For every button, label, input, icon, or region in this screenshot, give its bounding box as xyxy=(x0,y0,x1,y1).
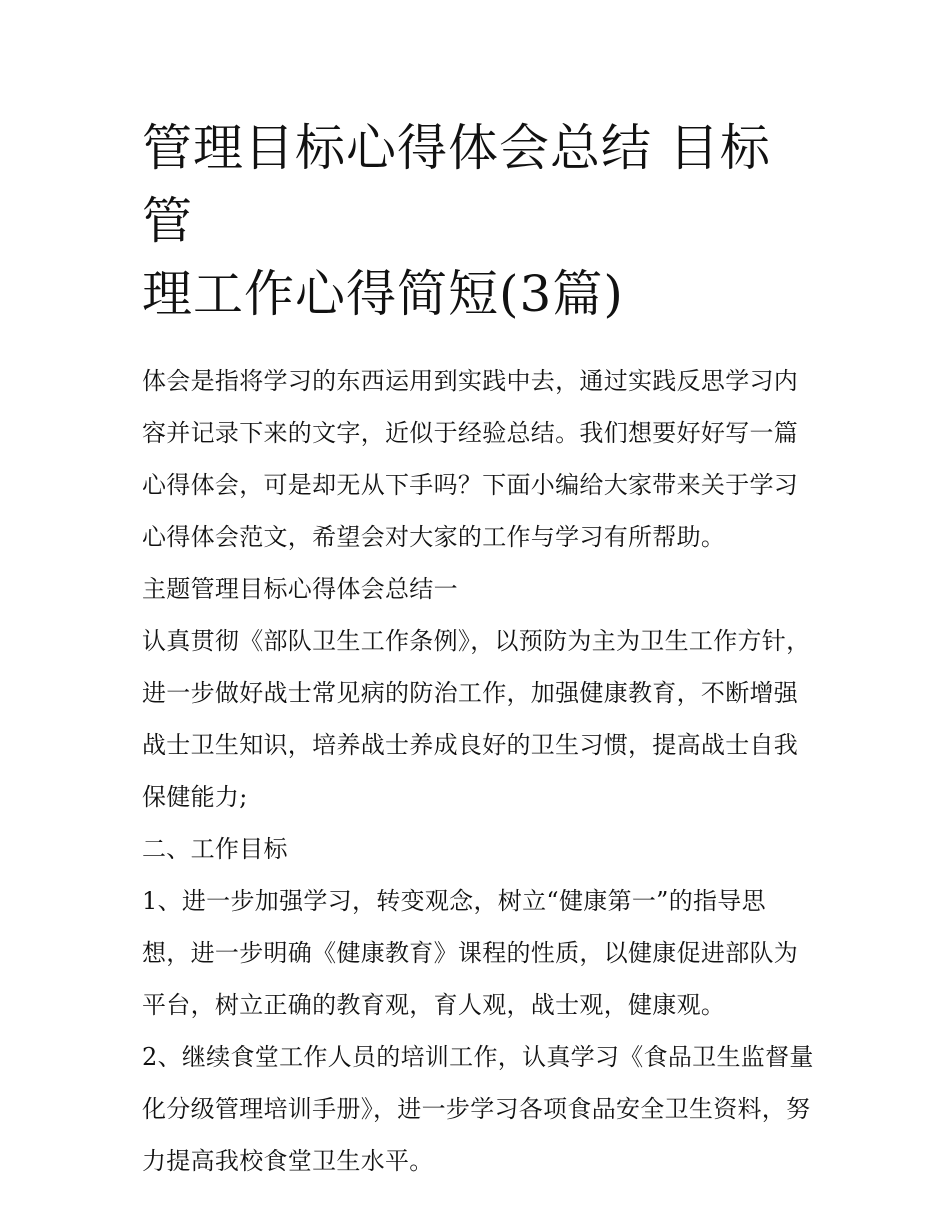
document-page xyxy=(142,112,814,1187)
body-paragraph: 认真贯彻《部队卫生工作条例》，以预防为主为卫生工作方针，进一步做好战士常见病的防治工作，加强健康教育，不断增强战士卫生知识，培养战士养成良好的卫生习惯，提高战士自我保健能力; xyxy=(142,627,811,811)
section-heading-topic: 主题管理目标心得体会总结一 xyxy=(142,575,458,603)
section-heading-goals: 二、工作目标 xyxy=(142,835,288,863)
goal-item-2: 2、继续食堂工作人员的培训工作，认真学习《食品卫生监督量化分级管理培训手册》，进一步学习各项食品安全卫生资料，努力提高我校食堂卫生水平。 xyxy=(142,1043,814,1175)
intro-paragraph: 体会是指将学习的东西运用到实践中去，通过实践反思学习内容并记录下来的文字，近似于经验总结。我们想要好好写一篇心得体会，可是却无从下手吗？下面小编给大家带来关于学习心得体会范文，希望会对大家的工作与学习有所帮助。 xyxy=(142,367,799,551)
goal-item-1: 1、进一步加强学习，转变观念，树立“健康第一”的指导思想，进一步明确《健康教育》课程的性质，以健康促进部队为平台，树立正确的教育观，育人观，战士观，健康观。 xyxy=(142,887,799,1019)
document-body xyxy=(142,355,814,1187)
document-title: 管理目标心得体会总结 目标管 理工作心得简短(3篇) xyxy=(142,119,771,323)
